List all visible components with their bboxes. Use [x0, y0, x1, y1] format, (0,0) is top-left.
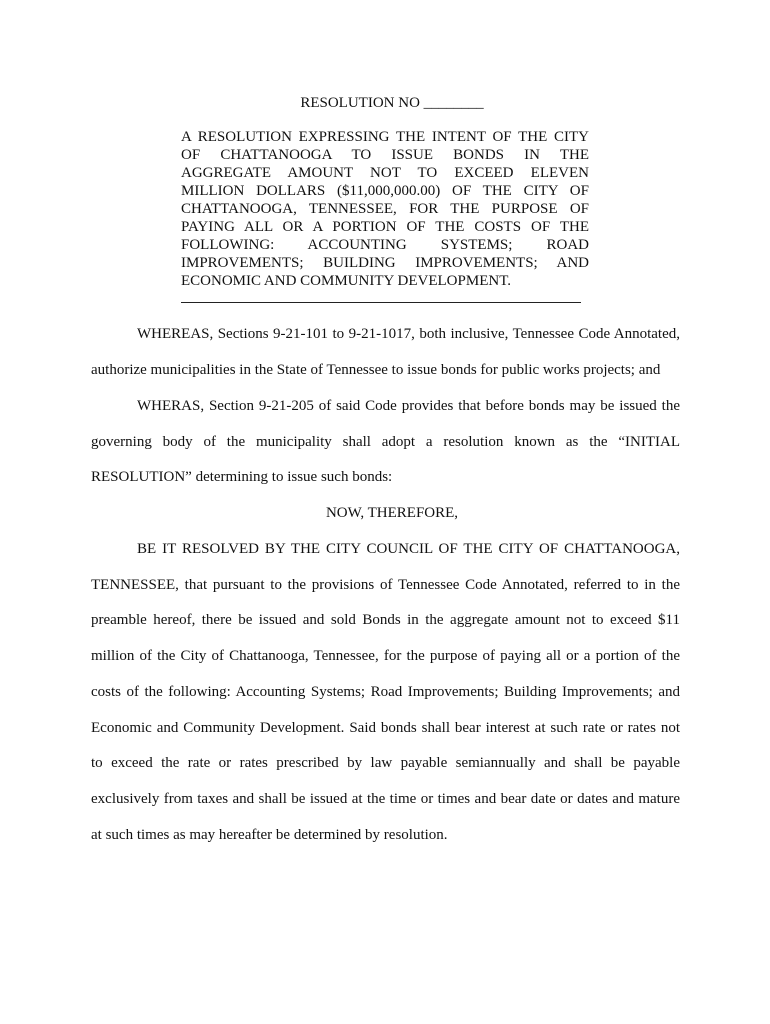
- resolution-number-heading: RESOLUTION NO ________: [300, 95, 484, 111]
- whereas-1-line-1: WHEREAS, Sections 9-21-101 to 9-21-1017, both inclusive, Tennessee Code Annotated,: [137, 326, 680, 342]
- resolved-line-3: preamble hereof, there be issued and sold Bonds in the aggregate amount not to exceed $11: [91, 612, 680, 628]
- resolved-line-8: exclusively from taxes and shall be issued at the time or times and bear date or dates and mature: [91, 791, 680, 807]
- resolved-line-1: BE IT RESOLVED BY THE CITY COUNCIL OF THE CITY OF CHATTANOOGA,: [137, 541, 680, 557]
- resolved-line-5: costs of the following: Accounting Systems; Road Improvements; Building Improvements; and: [91, 684, 680, 700]
- title-line-1: A RESOLUTION EXPRESSING THE INTENT OF THE CITY: [181, 129, 589, 145]
- resolved-line-2: TENNESSEE, that pursuant to the provisions of Tennessee Code Annotated, referred to in the: [91, 577, 680, 593]
- title-line-3: AGGREGATE AMOUNT NOT TO EXCEED ELEVEN: [181, 165, 589, 181]
- now-therefore-heading: NOW, THEREFORE,: [325, 505, 459, 521]
- whereas-1-line-2: authorize municipalities in the State of Tennessee to issue bonds for public works projects; and: [91, 362, 661, 378]
- title-line-2: OF CHATTANOOGA TO ISSUE BONDS IN THE: [181, 147, 589, 163]
- title-underline-divider: [181, 302, 581, 303]
- resolved-line-9: at such times as may hereafter be determined by resolution.: [91, 827, 448, 843]
- whereas-2-line-2: governing body of the municipality shall adopt a resolution known as the “INITIAL: [91, 434, 680, 450]
- resolved-line-4: million of the City of Chattanooga, Tennessee, for the purpose of paying all or a portion of the: [91, 648, 680, 664]
- title-line-8: IMPROVEMENTS; BUILDING IMPROVEMENTS; AND: [181, 255, 589, 271]
- whereas-2-line-1: WHERAS, Section 9-21-205 of said Code provides that before bonds may be issued the: [137, 398, 680, 414]
- whereas-2-line-3: RESOLUTION” determining to issue such bonds:: [91, 469, 393, 485]
- title-line-4: MILLION DOLLARS ($11,000,000.00) OF THE CITY OF: [181, 183, 589, 199]
- resolution-title-block: [181, 128, 589, 290]
- resolved-line-7: to exceed the rate or rates prescribed by law payable semiannually and shall be payable: [91, 755, 680, 771]
- title-line-6: PAYING ALL OR A PORTION OF THE COSTS OF THE: [181, 219, 589, 235]
- title-line-5: CHATTANOOGA, TENNESSEE, FOR THE PURPOSE OF: [181, 201, 589, 217]
- resolved-line-6: Economic and Community Development. Said bonds shall bear interest at such rate or rates not: [91, 720, 680, 736]
- title-line-7: FOLLOWING: ACCOUNTING SYSTEMS; ROAD: [181, 237, 589, 253]
- title-line-9: ECONOMIC AND COMMUNITY DEVELOPMENT.: [181, 273, 511, 289]
